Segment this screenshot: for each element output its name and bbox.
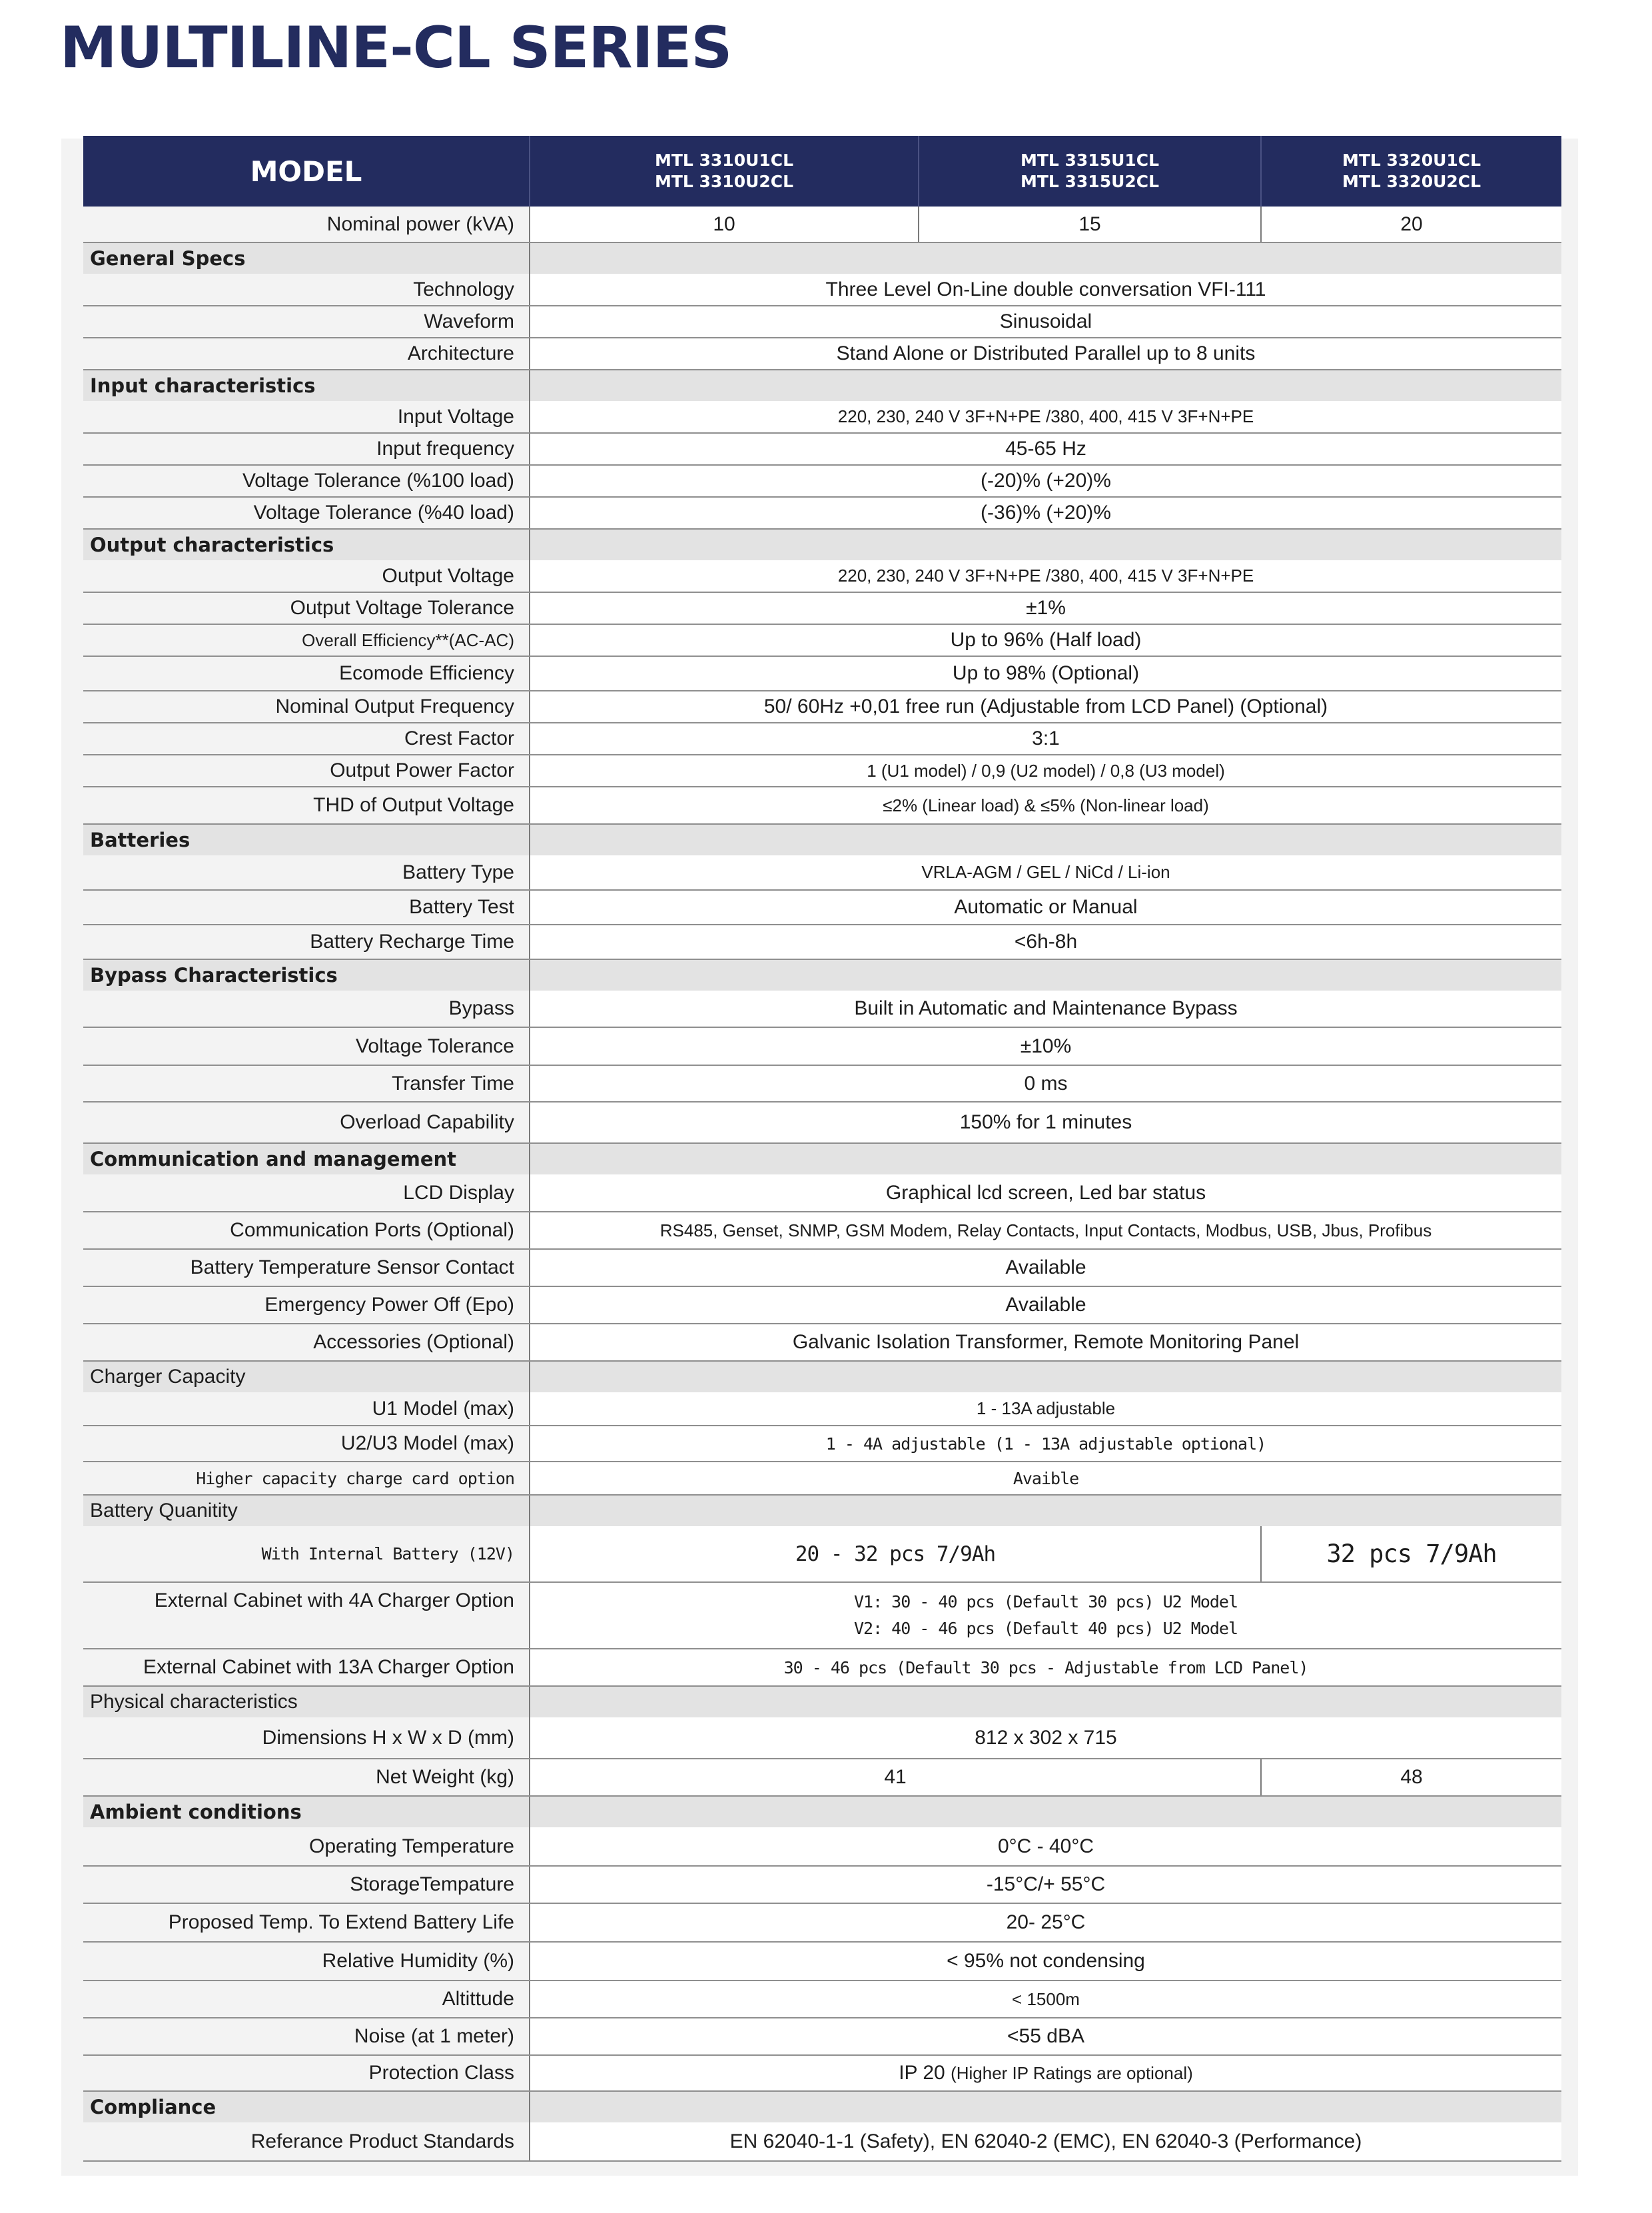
spec-value: Available — [530, 1249, 1561, 1286]
table-row — [83, 890, 1561, 925]
spec-label: External Cabinet with 4A Charger Option — [83, 1582, 530, 1649]
section-header — [83, 2091, 1561, 2122]
spec-label: Output Voltage Tolerance — [83, 592, 530, 624]
spec-value: 20 - 32 pcs 7/9Ah — [530, 1526, 1261, 1582]
spec-label: StorageTempature — [83, 1866, 530, 1903]
table-row — [83, 1065, 1561, 1102]
spec-label: Relative Humidity (%) — [83, 1942, 530, 1981]
table-row — [83, 465, 1561, 497]
spec-value: IP 20 (Higher IP Ratings are optional) — [530, 2055, 1561, 2091]
spec-label: Voltage Tolerance (%100 load) — [83, 465, 530, 497]
spec-value: RS485, Genset, SNMP, GSM Modem, Relay Contacts, Input Contacts, Modbus, USB, Jbus, Profibus — [530, 1212, 1561, 1249]
section-title: Communication and management — [83, 1143, 530, 1174]
section-title: Compliance — [83, 2091, 530, 2122]
spec-label: With Internal Battery (12V) — [83, 1526, 530, 1582]
spec-value: 0°C - 40°C — [530, 1827, 1561, 1866]
section-header — [83, 1495, 1561, 1526]
spec-value: Graphical lcd screen, Led bar status — [530, 1174, 1561, 1212]
spec-table — [83, 136, 1561, 2162]
spec-label: Voltage Tolerance (%40 load) — [83, 497, 530, 529]
section-header — [83, 1686, 1561, 1717]
spec-label: Dimensions H x W x D (mm) — [83, 1717, 530, 1759]
spec-value: 10 — [530, 207, 919, 242]
section-title: Bypass Characteristics — [83, 959, 530, 991]
spec-value: 3:1 — [530, 723, 1561, 755]
spec-value: Avaible — [530, 1462, 1561, 1495]
spec-value: Up to 98% (Optional) — [530, 656, 1561, 691]
table-row — [83, 691, 1561, 723]
table-row — [83, 755, 1561, 787]
spec-value: 1 - 13A adjustable — [530, 1392, 1561, 1426]
spec-label: Voltage Tolerance — [83, 1027, 530, 1065]
table-row — [83, 1759, 1561, 1796]
spec-value: 220, 230, 240 V 3F+N+PE /380, 400, 415 V 3F+N+PE — [530, 401, 1561, 433]
spec-label: Overall Efficiency**(AC-AC) — [83, 624, 530, 656]
spec-value: VRLA-AGM / GEL / NiCd / Li-ion — [530, 855, 1561, 890]
spec-label: Communication Ports (Optional) — [83, 1212, 530, 1249]
table-row — [83, 1462, 1561, 1495]
table-row — [83, 1174, 1561, 1212]
table-row — [83, 1102, 1561, 1143]
spec-value: ±1% — [530, 592, 1561, 624]
table-row — [83, 723, 1561, 755]
table-row — [83, 1866, 1561, 1903]
spec-value: 1 - 4A adjustable (1 - 13A adjustable optional) — [530, 1426, 1561, 1462]
section-header — [83, 1361, 1561, 1392]
spec-value: <6h-8h — [530, 925, 1561, 959]
spec-label: Bypass — [83, 991, 530, 1027]
section-title: General Specs — [83, 242, 530, 274]
spec-label: Proposed Temp. To Extend Battery Life — [83, 1903, 530, 1942]
table-row — [83, 2122, 1561, 2161]
spec-label: Input frequency — [83, 433, 530, 465]
spec-label: Nominal Output Frequency — [83, 691, 530, 723]
table-row — [83, 855, 1561, 890]
table-row — [83, 1249, 1561, 1286]
spec-value: 48 — [1261, 1759, 1561, 1796]
spec-label: Output Voltage — [83, 560, 530, 592]
spec-value: < 1500m — [530, 1981, 1561, 2018]
table-row — [83, 433, 1561, 465]
table-row — [83, 991, 1561, 1027]
table-row — [83, 624, 1561, 656]
spec-label: Crest Factor — [83, 723, 530, 755]
spec-value: (-36)% (+20)% — [530, 497, 1561, 529]
spec-label: Higher capacity charge card option — [83, 1462, 530, 1495]
spec-label: THD of Output Voltage — [83, 787, 530, 824]
spec-value: 220, 230, 240 V 3F+N+PE /380, 400, 415 V 3F+N+PE — [530, 560, 1561, 592]
spec-label: U1 Model (max) — [83, 1392, 530, 1426]
section-title: Physical characteristics — [83, 1686, 530, 1717]
spec-value: 20 — [1261, 207, 1561, 242]
spec-value: (-20)% (+20)% — [530, 465, 1561, 497]
spec-label: Battery Recharge Time — [83, 925, 530, 959]
spec-value: 30 - 46 pcs (Default 30 pcs - Adjustable from LCD Panel) — [530, 1649, 1561, 1686]
spec-label: External Cabinet with 13A Charger Option — [83, 1649, 530, 1686]
table-row — [83, 1717, 1561, 1759]
spec-label: Ecomode Efficiency — [83, 656, 530, 691]
spec-value: Galvanic Isolation Transformer, Remote Monitoring Panel — [530, 1324, 1561, 1361]
spec-label: Transfer Time — [83, 1065, 530, 1102]
spec-label: LCD Display — [83, 1174, 530, 1212]
section-title: Charger Capacity — [83, 1361, 530, 1392]
spec-value: Built in Automatic and Maintenance Bypass — [530, 991, 1561, 1027]
spec-label: Altittude — [83, 1981, 530, 2018]
table-row — [83, 592, 1561, 624]
table-row — [83, 1526, 1561, 1582]
spec-label: Input Voltage — [83, 401, 530, 433]
table-row — [83, 787, 1561, 824]
table-row — [83, 2018, 1561, 2055]
table-row — [83, 1212, 1561, 1249]
model-column-header: MTL 3315U1CL MTL 3315U2CL — [919, 136, 1261, 207]
spec-label: Output Power Factor — [83, 755, 530, 787]
spec-label: Accessories (Optional) — [83, 1324, 530, 1361]
spec-label: Waveform — [83, 306, 530, 338]
table-row — [83, 1942, 1561, 1981]
page-title: MULTILINE-CL SERIES — [60, 15, 732, 81]
spec-label: Net Weight (kg) — [83, 1759, 530, 1796]
spec-value: EN 62040-1-1 (Safety), EN 62040-2 (EMC), EN 62040-3 (Performance) — [530, 2122, 1561, 2161]
table-row — [83, 1027, 1561, 1065]
spec-label: Architecture — [83, 338, 530, 370]
section-title: Battery Quanitity — [83, 1495, 530, 1526]
table-row — [83, 306, 1561, 338]
table-row — [83, 1324, 1561, 1361]
spec-value: Up to 96% (Half load) — [530, 624, 1561, 656]
spec-value: ≤2% (Linear load) & ≤5% (Non-linear load) — [530, 787, 1561, 824]
model-label: MODEL — [83, 136, 530, 207]
spec-value: 812 x 302 x 715 — [530, 1717, 1561, 1759]
spec-label: Technology — [83, 274, 530, 306]
spec-label: Battery Type — [83, 855, 530, 890]
table-row — [83, 401, 1561, 433]
spec-value: 20- 25°C — [530, 1903, 1561, 1942]
spec-value: 15 — [919, 207, 1261, 242]
spec-value: 41 — [530, 1759, 1261, 1796]
spec-value: V1: 30 - 40 pcs (Default 30 pcs) U2 Model V2: 40 - 46 pcs (Default 40 pcs) U2 Model — [530, 1582, 1561, 1649]
spec-value: 45-65 Hz — [530, 433, 1561, 465]
spec-label: U2/U3 Model (max) — [83, 1426, 530, 1462]
table-row — [83, 2055, 1561, 2091]
model-column-header: MTL 3320U1CL MTL 3320U2CL — [1261, 136, 1561, 207]
table-row — [83, 1827, 1561, 1866]
spec-value: 150% for 1 minutes — [530, 1102, 1561, 1143]
section-header — [83, 529, 1561, 560]
table-row — [83, 925, 1561, 959]
spec-label: Nominal power (kVA) — [83, 207, 530, 242]
spec-label: Noise (at 1 meter) — [83, 2018, 530, 2055]
section-header — [83, 959, 1561, 991]
section-header — [83, 1796, 1561, 1827]
table-row — [83, 1649, 1561, 1686]
table-row — [83, 1392, 1561, 1426]
section-header — [83, 370, 1561, 401]
spec-label: Emergency Power Off (Epo) — [83, 1286, 530, 1324]
spec-label: Operating Temperature — [83, 1827, 530, 1866]
section-header — [83, 824, 1561, 855]
spec-value: Sinusoidal — [530, 306, 1561, 338]
spec-label: Protection Class — [83, 2055, 530, 2091]
table-row — [83, 338, 1561, 370]
section-title: Output characteristics — [83, 529, 530, 560]
table-row — [83, 656, 1561, 691]
section-title: Ambient conditions — [83, 1796, 530, 1827]
spec-value: < 95% not condensing — [530, 1942, 1561, 1981]
table-row — [83, 560, 1561, 592]
spec-value: 50/ 60Hz +0,01 free run (Adjustable from LCD Panel) (Optional) — [530, 691, 1561, 723]
section-title: Input characteristics — [83, 370, 530, 401]
spec-value: Available — [530, 1286, 1561, 1324]
spec-label: Battery Test — [83, 890, 530, 925]
spec-value: 0 ms — [530, 1065, 1561, 1102]
spec-value: -15°C/+ 55°C — [530, 1866, 1561, 1903]
spec-label: Overload Capability — [83, 1102, 530, 1143]
table-row — [83, 1582, 1561, 1649]
table-row — [83, 1981, 1561, 2018]
spec-value: ±10% — [530, 1027, 1561, 1065]
table-row — [83, 497, 1561, 529]
spec-value: 1 (U1 model) / 0,9 (U2 model) / 0,8 (U3 model) — [530, 755, 1561, 787]
spec-value: Automatic or Manual — [530, 890, 1561, 925]
table-row — [83, 1903, 1561, 1942]
section-title: Batteries — [83, 824, 530, 855]
spec-value: <55 dBA — [530, 2018, 1561, 2055]
section-header — [83, 242, 1561, 274]
spec-value: Stand Alone or Distributed Parallel up to 8 units — [530, 338, 1561, 370]
table-row — [83, 1286, 1561, 1324]
spec-label: Battery Temperature Sensor Contact — [83, 1249, 530, 1286]
section-header — [83, 1143, 1561, 1174]
model-column-header: MTL 3310U1CL MTL 3310U2CL — [530, 136, 919, 207]
table-row — [83, 207, 1561, 242]
model-header-row — [83, 136, 1561, 207]
spec-label: Referance Product Standards — [83, 2122, 530, 2161]
spec-value: Three Level On-Line double conversation VFI-111 — [530, 274, 1561, 306]
table-row — [83, 274, 1561, 306]
table-row — [83, 1426, 1561, 1462]
spec-value: 32 pcs 7/9Ah — [1261, 1526, 1561, 1582]
